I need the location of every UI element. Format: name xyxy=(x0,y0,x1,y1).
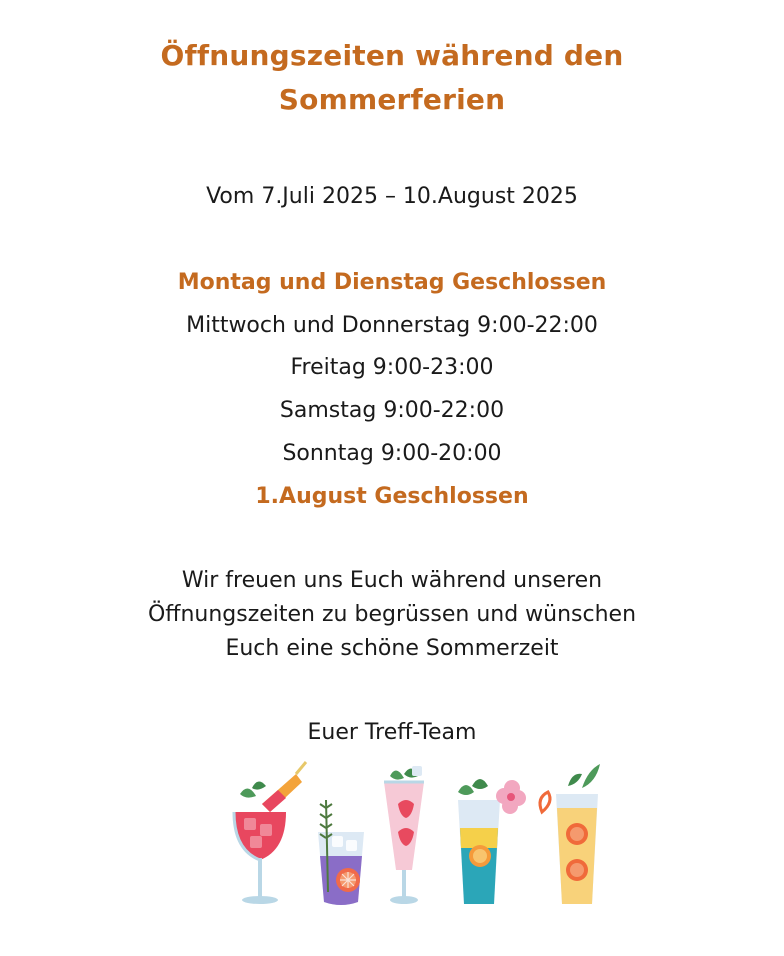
hours-fri: Freitag 9:00-23:00 xyxy=(290,355,494,380)
hours-sat: Samstag 9:00-22:00 xyxy=(279,398,505,423)
message xyxy=(0,564,784,666)
yellow-cocktail-icon xyxy=(540,764,600,904)
pink-cocktail-icon xyxy=(384,766,424,904)
teal-cocktail-icon xyxy=(458,779,526,904)
hours-sun: Sonntag 9:00-20:00 xyxy=(282,441,502,466)
message-line-1: Wir freuen uns Euch während unseren xyxy=(181,568,603,593)
signature: Euer Treff-Team xyxy=(307,720,477,745)
hours-wed-thu: Mittwoch und Donnerstag 9:00-22:00 xyxy=(186,313,598,338)
title-line-2: Sommerferien xyxy=(278,83,506,116)
page-title xyxy=(0,34,784,122)
period-text: Vom 7.Juli 2025 – 10.August 2025 xyxy=(206,184,578,209)
message-line-2: Öffnungszeiten zu begrüssen und wünschen xyxy=(147,602,637,627)
red-cocktail-icon xyxy=(234,762,306,904)
message-line-3: Euch eine schöne Sommerzeit xyxy=(225,636,559,661)
cocktails-illustration xyxy=(222,752,622,916)
holiday-closed: 1.August Geschlossen xyxy=(255,484,529,509)
title-line-1: Öffnungszeiten während den xyxy=(160,39,624,72)
closed-days: Montag und Dienstag Geschlossen xyxy=(177,270,607,295)
purple-cocktail-icon xyxy=(318,800,364,905)
